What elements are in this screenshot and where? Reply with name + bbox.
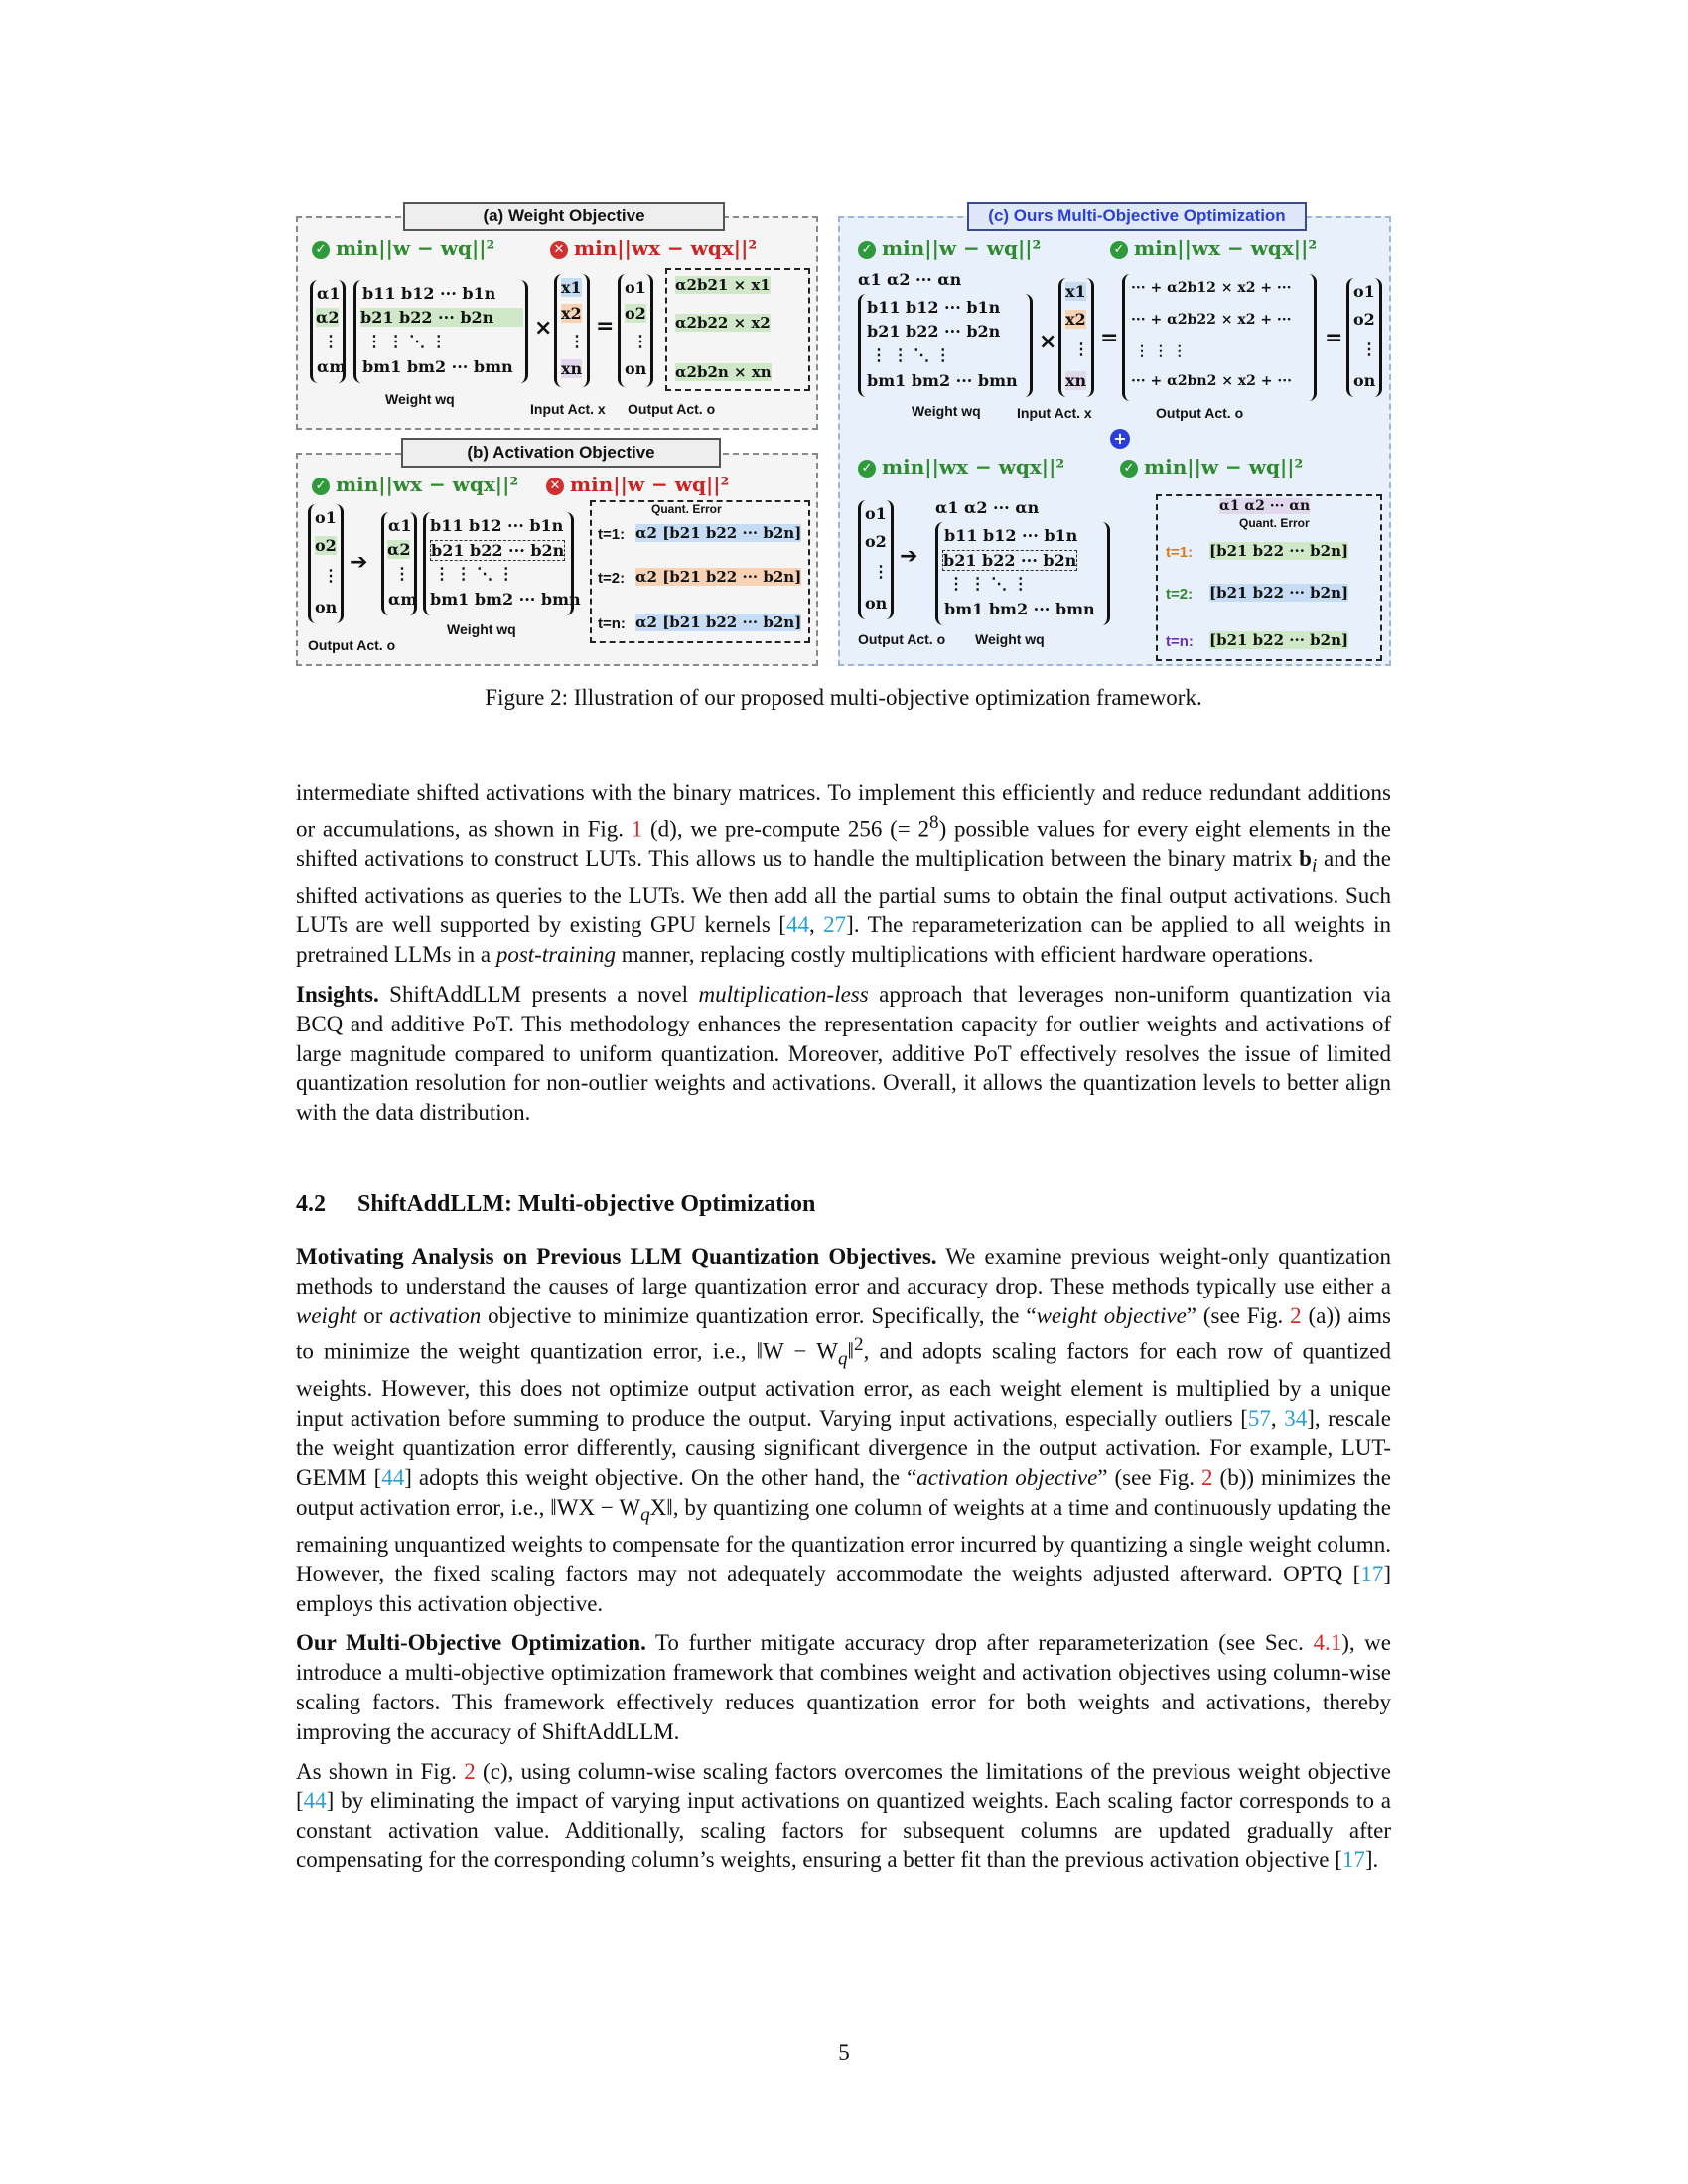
weight-label: Weight wq xyxy=(447,621,516,637)
output-label: Output Act. o xyxy=(308,637,396,653)
weight-matrix: b11 b12 ··· b1n b21 b22 ··· b2n ⋮ ⋮ ⋱ ⋮ bm1 bm2 ··· bmn xyxy=(353,280,528,383)
panel-c-objective-1: ✓ min||w − wq||² xyxy=(858,236,1041,260)
plus-icon: + xyxy=(1110,429,1130,449)
product-breakdown: α2b21 × x1 α2b22 × x2 α2b2n × xn xyxy=(665,268,810,391)
output-vector-bottom: o1 o2 ⋮ on xyxy=(858,500,894,619)
panel-c-objective-3: ✓ min||wx − wqx||² xyxy=(858,455,1064,478)
citation-link[interactable]: 44 xyxy=(303,1788,327,1814)
citation-link[interactable]: 44 xyxy=(381,1464,405,1490)
input-vector: x1 x2 ⋮ xn xyxy=(554,274,590,387)
sum-matrix: ··· + α2b12 × x2 + ··· ··· + α2b22 × x2 + ··· ⋮ ⋮ ⋮ ··· + α2bn2 × x2 + ··· xyxy=(1122,274,1317,401)
figure-ref[interactable]: 2 xyxy=(1201,1464,1213,1490)
input-label: Input Act. x xyxy=(530,401,606,417)
input-label: Input Act. x xyxy=(1017,405,1092,421)
panel-c-objective-2: ✓ min||wx − wqx||² xyxy=(1110,236,1317,260)
panel-b-title: (b) Activation Objective xyxy=(401,438,721,468)
weight-label-bottom: Weight wq xyxy=(975,631,1045,647)
check-icon: ✓ xyxy=(1120,460,1138,478)
alpha-vector: α1 α2 ⋮ αm xyxy=(310,280,346,383)
panel-b-good-objective: ✓ min||wx − wqx||² xyxy=(312,473,518,496)
output-label: Output Act. o xyxy=(1156,405,1244,421)
panel-a-title: (a) Weight Objective xyxy=(403,202,725,231)
weight-matrix: b11 b12 ··· b1n b21 b22 ··· b2n ⋮ ⋮ ⋱ ⋮ bm1 bm2 ··· bmn xyxy=(423,512,574,615)
panel-b-bad-objective: ✕ min||w − wq||² xyxy=(546,473,729,496)
output-label-bottom: Output Act. o xyxy=(858,631,946,647)
citation-link[interactable]: 17 xyxy=(1341,1846,1365,1872)
output-vector: o1 o2 ⋮ on xyxy=(618,274,653,387)
step-updates: α1 α2 ··· αn Quant. Error t=1: [b21 b22 ··· b2n] t=2: [b21 b22 ··· b2n] t=n: [b21 b22 ··· b2n] xyxy=(1156,494,1382,661)
citation-link[interactable]: 57 xyxy=(1247,1406,1271,1432)
weight-label: Weight wq xyxy=(385,391,455,407)
paragraph-multi-objective: Our Multi-Objective Optimization. To further mitigate accuracy drop after reparameterization (see Sec. 4.1), we introduce a multi-objective optimization framework that combines weight and activation objectives using column-wise scaling factors. This framework effectively reduces quantization error for both weights and activations, thereby improving the accuracy of ShiftAddLLM. xyxy=(296,1630,1391,1744)
equals-icon: = xyxy=(1325,326,1343,350)
figure-ref[interactable]: 2 xyxy=(464,1758,476,1784)
panel-a-bad-objective: ✕ min||wx − wqx||² xyxy=(550,236,757,260)
panel-multi-objective xyxy=(838,206,1391,666)
times-icon: × xyxy=(534,316,553,341)
figure-ref[interactable]: 1 xyxy=(631,816,643,842)
citation-link[interactable]: 44 xyxy=(785,912,809,938)
figure-ref[interactable]: 2 xyxy=(1290,1302,1302,1328)
page-number: 5 xyxy=(838,2040,850,2065)
weight-matrix: b11 b12 ··· b1n b21 b22 ··· b2n ⋮ ⋮ ⋱ ⋮ bm1 bm2 ··· bmn xyxy=(858,294,1033,397)
equals-icon: = xyxy=(1100,326,1119,350)
alpha-row: α1 α2 ··· αn xyxy=(858,270,962,289)
panel-activation-objective xyxy=(296,443,818,666)
body-text-top xyxy=(296,778,1391,1138)
alpha-vector: α1 α2 ⋮ αm xyxy=(381,512,417,615)
check-icon: ✓ xyxy=(858,241,876,259)
panel-c-title: (c) Ours Multi-Objective Optimization xyxy=(967,202,1307,231)
check-icon: ✓ xyxy=(312,478,330,495)
panel-c-objective-4: ✓ min||w − wq||² xyxy=(1120,455,1303,478)
equals-icon: = xyxy=(596,314,615,339)
output-vector: o1 o2 ⋮ on xyxy=(308,504,344,623)
arrow-right-icon: ➔ xyxy=(900,544,918,569)
input-vector: x1 x2 ⋮ xn xyxy=(1058,278,1094,397)
body-text-bottom xyxy=(296,1242,1391,1885)
times-icon: × xyxy=(1039,330,1057,354)
section-heading: 4.2 ShiftAddLLM: Multi-objective Optimization xyxy=(296,1191,816,1217)
arrow-right-icon: ➔ xyxy=(350,550,368,575)
figure-2 xyxy=(296,202,1391,668)
citation-link[interactable]: 27 xyxy=(823,912,847,938)
weight-label: Weight wq xyxy=(912,403,981,419)
check-icon: ✓ xyxy=(858,460,876,478)
figure-caption: Figure 2: Illustration of our proposed multi-objective optimization framework. xyxy=(485,685,1202,710)
paragraph-insights: Insights. ShiftAddLLM presents a novel multiplication-less approach that leverages non-uniform quantization via BCQ and additive PoT. This methodology enhances the representation capacity for outlier weights and activations of large magnitude compared to uniform quantization. Moreover, additive PoT effectively resolves the issue of limited quantization resolution for non-outlier weights and activations. Overall, it allows the quantization levels to better align with the data distribution. xyxy=(296,982,1391,1126)
panel-a-good-objective: ✓ min||w − wq||² xyxy=(312,236,494,260)
citation-link[interactable]: 17 xyxy=(1360,1561,1384,1586)
paragraph-motivating-analysis: Motivating Analysis on Previous LLM Quantization Objectives. We examine previous weight-only quantization methods to understand the causes of large quantization error and accuracy drop. These methods typically use either a weight or activation objective to minimize quantization error. Specifically, the “weight objective” (see Fig. 2 (a)) aims to minimize the weight quantization error, i.e., ‖W − $W_q‖^2$, and adopts scaling factors for each row of quantized weights. However, this does not optimize output activation error, as each weight element is multiplied by a unique input activation before summing to produce the output. Varying input activations, especially outliers [57, 34], rescale the weight quantization error differently, causing significant divergence in the output activation. For example, LUT-GEMM [44] adopts this weight objective. On the other hand, the “activation objective” (see Fig. 2 (b)) minimizes the output activation error, i.e., ‖WX − $W_qX‖$, by quantizing one column of weights at a time and continuously updating the remaining unquantized weights to compensate for the quantization error incurred by quantizing a single weight column. However, the fixed scaling factors may not adequately accommodate the weights adjusted afterward. OPTQ [17] employs this activation objective. xyxy=(296,1244,1392,1616)
bottom-alpha-row: α1 α2 ··· αn xyxy=(935,498,1040,517)
cross-icon: ✕ xyxy=(550,241,568,259)
paragraph-luts: intermediate shifted activations with the binary matrices. To implement this efficiently and reduce redundant additions or accumulations, as shown in Fig. 1 (d), we pre-compute 256 (= $2^8$) possible values for every eight elements in the shifted activations to construct LUTs. This allows us to handle the multiplication between the binary matrix $b_i$ and the shifted activations as queries to the LUTs. We then add all the partial sums to obtain the final output activations. Such LUTs are well supported by existing GPU kernels [44, 27]. The reparameterization can be applied to all weights in pretrained LLMs in a post-training manner, replacing costly multiplications with efficient hardware operations. xyxy=(296,780,1392,968)
output-vector: o1 o2 ⋮ on xyxy=(1346,278,1382,397)
check-icon: ✓ xyxy=(312,241,330,259)
check-icon: ✓ xyxy=(1110,241,1128,259)
panel-weight-objective xyxy=(296,206,818,430)
step-updates: Quant. Error t=1: α2 [b21 b22 ··· b2n] t=2: α2 [b21 b22 ··· b2n] t=n: α2 [b21 b22 ··· b2n] xyxy=(590,500,810,643)
citation-link[interactable]: 34 xyxy=(1284,1406,1308,1432)
weight-matrix-bottom: b11 b12 ··· b1n b21 b22 ··· b2n ⋮ ⋮ ⋱ ⋮ bm1 bm2 ··· bmn xyxy=(935,522,1110,625)
paragraph-column-wise: As shown in Fig. 2 (c), using column-wise scaling factors overcomes the limitations of the previous weight objective [44] by eliminating the impact of varying input activations on quantized weights. Each scaling factor corresponds to a constant activation value. Additionally, scaling factors for subsequent columns are updated gradually after compensating for the corresponding column’s weights, ensuring a better fit than the previous activation objective [17]. xyxy=(296,1758,1391,1872)
cross-icon: ✕ xyxy=(546,478,564,495)
output-label: Output Act. o xyxy=(628,401,716,417)
section-ref[interactable]: 4.1 xyxy=(1313,1630,1342,1656)
